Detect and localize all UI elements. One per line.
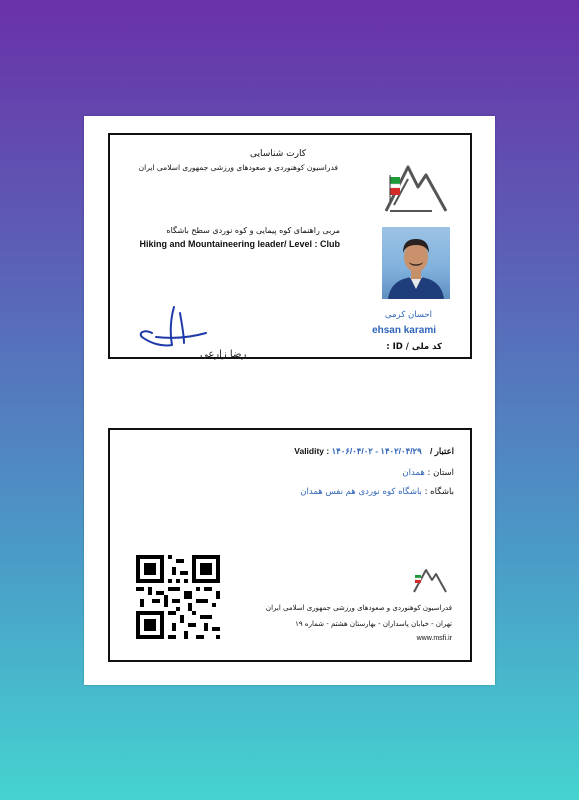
card-front [108, 133, 472, 359]
holder-name-persian: احسان کرمی [384, 310, 432, 320]
club-label: باشگاه : [424, 487, 454, 497]
validity-label: اعتبار / Validity : [294, 446, 454, 456]
id-card-sheet [84, 116, 495, 685]
signature-text: رضا زارعی [200, 349, 247, 360]
federation-name: فدراسیون کوهنوردی و صعودهای ورزشی جمهوری اسلامی ایران [138, 163, 338, 172]
card-title: کارت شناسایی [250, 149, 306, 159]
federation-small-logo-icon [412, 566, 448, 596]
signature-image [134, 303, 247, 361]
federation-address: تهران - خیابان پاسداران - بهارستان هشتم - شماره ۱۹ [295, 620, 452, 628]
federation-name-back: فدراسیون کوهنوردی و صعودهای ورزشی جمهوری اسلامی ایران [265, 604, 452, 612]
validity-dates: ۱۴۰۶/۰۴/۰۲ - ۱۴۰۲/۰۴/۲۹ [331, 446, 422, 456]
province-row [402, 468, 454, 478]
validity-row [294, 446, 454, 457]
role-english: Hiking and Mountaineering leader/ Level : Club [139, 239, 340, 249]
holder-name-english: ehsan karami [372, 325, 436, 336]
card-back [108, 428, 472, 662]
club-value: باشگاه کوه نوردی هم نفس همدان [300, 487, 422, 497]
club-row [300, 487, 454, 497]
federation-logo-icon [384, 161, 448, 215]
national-id-label: کد ملی / ID : [386, 342, 442, 352]
province-value: همدان [402, 468, 425, 478]
holder-photo [382, 227, 450, 299]
qr-code-icon[interactable] [136, 555, 220, 639]
province-label: استان : [427, 468, 454, 478]
website-link[interactable]: www.msfi.ir [416, 635, 452, 642]
role-persian: مربی راهنمای کوه پیمایی و کوه نوردی سطح باشگاه [166, 226, 340, 235]
